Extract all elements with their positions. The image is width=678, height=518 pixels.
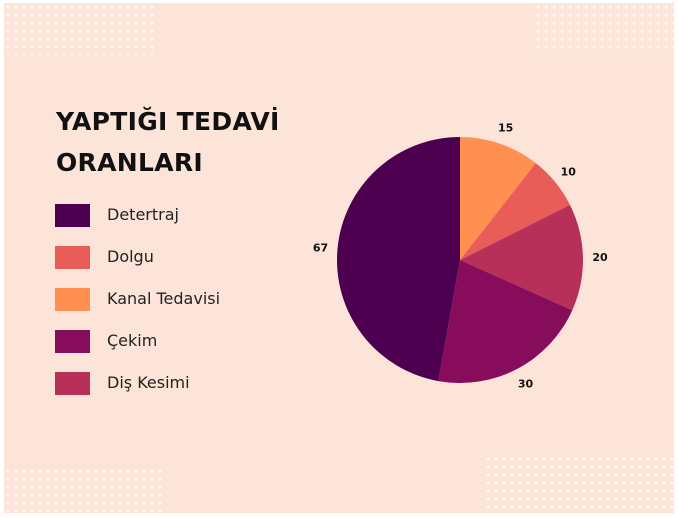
legend-label: Çekim [107, 331, 158, 350]
pie-value-label-dolgu: 10 [560, 165, 576, 179]
legend-label: Kanal Tedavisi [107, 289, 221, 308]
legend-label: Detertraj [107, 205, 179, 224]
chart-title-line-2: ORANLARI [56, 148, 204, 177]
pie-slice-detertraj [337, 137, 460, 381]
chart-title-line-1: YAPTIĞI TEDAVİ [56, 107, 280, 136]
pie-value-label-dis-kesimi: 20 [592, 250, 608, 264]
legend-label: Diş Kesimi [107, 373, 190, 392]
slide [4, 3, 674, 513]
legend-label: Dolgu [107, 247, 154, 266]
pie-chart [4, 3, 674, 513]
pie-value-label-detertraj: 67 [312, 241, 329, 255]
pie-value-label-cekim: 30 [517, 377, 534, 391]
pie-value-label-kanal-tedavisi: 15 [497, 121, 514, 135]
